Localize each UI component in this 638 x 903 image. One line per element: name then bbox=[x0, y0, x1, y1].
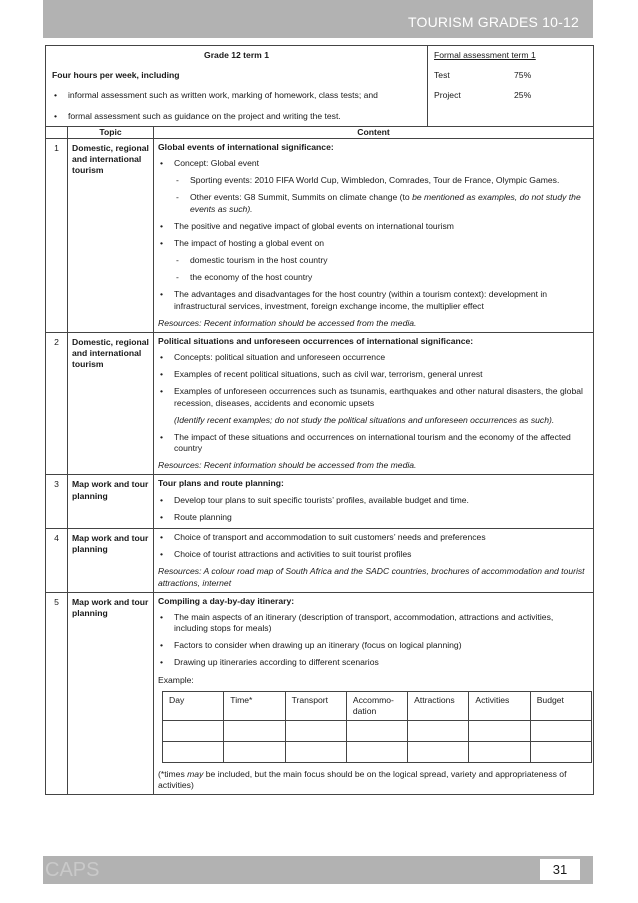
summary-row bbox=[46, 46, 594, 127]
header-title: TOURISM GRADES 10-12 bbox=[407, 14, 579, 30]
row-number: 3 bbox=[46, 475, 68, 529]
example-label: Example: bbox=[158, 674, 194, 685]
summary-bullet: • informal assessment such as written work, marking of homework, class tests; and bbox=[52, 90, 421, 101]
row-number: 1 bbox=[46, 138, 68, 332]
row-topic: Map work and tour planning bbox=[68, 475, 154, 529]
term-title: Grade 12 term 1 bbox=[204, 50, 269, 60]
itinerary-header: Transport bbox=[285, 691, 346, 720]
list-item: • Examples of recent political situations, such as civil war, terrorism, general unrest bbox=[158, 369, 589, 380]
sub-item: - the economy of the host country bbox=[158, 272, 589, 283]
column-header-row bbox=[46, 126, 594, 138]
row-content bbox=[154, 332, 594, 475]
itinerary-header-row bbox=[163, 691, 592, 720]
table-row bbox=[46, 475, 594, 529]
list-item: • The impact of these situations and occurrences on international tourism and the economy of the affected country bbox=[158, 432, 589, 454]
formal-title: Formal assessment term 1 bbox=[434, 50, 536, 60]
sub-item: - Other events: G8 Summit, Summits on climate change (to be mentioned as examples, do not study the events as such). bbox=[158, 192, 589, 214]
header-bar bbox=[43, 0, 593, 38]
itinerary-empty-row bbox=[163, 742, 592, 763]
curriculum-table bbox=[45, 45, 594, 795]
itinerary-header: Budget bbox=[530, 691, 591, 720]
list-item: • The advantages and disadvantages for the host country (within a tourism context): development in infrastructural services, investment, foreign exchange income, the multiplier effect bbox=[158, 289, 589, 311]
row-topic: Domestic, regional and international tourism bbox=[68, 138, 154, 332]
table-row bbox=[46, 528, 594, 592]
row-content bbox=[154, 138, 594, 332]
row-topic: Domestic, regional and international tourism bbox=[68, 332, 154, 475]
page-number: 31 bbox=[540, 859, 580, 880]
content-title: Compiling a day-by-day itinerary: bbox=[158, 595, 295, 606]
sub-item: - domestic tourism in the host country bbox=[158, 255, 589, 266]
itinerary-header: Activities bbox=[469, 691, 530, 720]
list-item: • Route planning bbox=[158, 512, 589, 523]
list-item: • Examples of unforeseen occurrences such as tsunamis, earthquakes and other natural disasters, the global recession, diseases, accidents and economic upsets bbox=[158, 386, 589, 408]
identify-note: (Identify recent examples; do not study the political situations and unforeseen occurrences as such). bbox=[174, 414, 555, 425]
content-header: Content bbox=[154, 126, 594, 138]
resources-note: Resources: A colour road map of South Africa and the SADC countries, brochures of accommodation and tourist attractions, internet bbox=[158, 566, 585, 588]
list-item: • Concept: Global event bbox=[158, 158, 589, 169]
row-content bbox=[154, 528, 594, 592]
weight-project: Project 25% bbox=[434, 90, 532, 101]
row-number: 2 bbox=[46, 332, 68, 475]
row-content bbox=[154, 475, 594, 529]
itinerary-table bbox=[162, 691, 592, 763]
list-item: • The impact of hosting a global event on bbox=[158, 238, 589, 249]
footer-bar bbox=[43, 856, 593, 884]
row-topic: Map work and tour planning bbox=[68, 592, 154, 795]
list-item: • Choice of transport and accommodation to suit customers’ needs and preferences bbox=[158, 532, 589, 543]
topic-header: Topic bbox=[68, 126, 154, 138]
list-item: • The main aspects of an itinerary (description of transport, accommodation, attractions and activities, including stops for meals) bbox=[158, 612, 589, 634]
table-row bbox=[46, 332, 594, 475]
table-row bbox=[46, 592, 594, 795]
hours-text: Four hours per week, including bbox=[52, 70, 180, 81]
row-content bbox=[154, 592, 594, 795]
content-title: Political situations and unforeseen occurrences of international significance: bbox=[158, 335, 474, 346]
itinerary-header: Day bbox=[163, 691, 224, 720]
list-item: • Factors to consider when drawing up an itinerary (focus on logical planning) bbox=[158, 640, 589, 651]
itinerary-footnote: (*times may be included, but the main focus should be on the logical spread, variety and appropriateness of activities) bbox=[158, 769, 567, 791]
list-item: • Develop tour plans to suit specific tourists’ profiles, available budget and time. bbox=[158, 495, 589, 506]
row-topic: Map work and tour planning bbox=[68, 528, 154, 592]
list-item: • Concepts: political situation and unforeseen occurrence bbox=[158, 352, 589, 363]
resources-note: Resources: Recent information should be accessed from the media. bbox=[158, 317, 417, 328]
weight-test: Test 75% bbox=[434, 70, 532, 81]
itinerary-header: Attractions bbox=[408, 691, 469, 720]
list-item: • The positive and negative impact of global events on international tourism bbox=[158, 221, 589, 232]
summary-left bbox=[46, 46, 428, 127]
list-item: • Drawing up itineraries according to different scenarios bbox=[158, 657, 589, 668]
resources-note: Resources: Recent information should be accessed from the media. bbox=[158, 460, 417, 471]
itinerary-header: Accommo-dation bbox=[346, 691, 407, 720]
list-item: • Choice of tourist attractions and activities to suit tourist profiles bbox=[158, 549, 589, 560]
table-row bbox=[46, 138, 594, 332]
summary-right bbox=[428, 46, 594, 127]
row-number: 4 bbox=[46, 528, 68, 592]
content-title: Tour plans and route planning: bbox=[158, 478, 284, 489]
summary-bullet: • formal assessment such as guidance on the project and writing the test. bbox=[52, 111, 421, 122]
itinerary-empty-row bbox=[163, 721, 592, 742]
content-title: Global events of international significance: bbox=[158, 141, 334, 152]
sub-item: - Sporting events: 2010 FIFA World Cup, Wimbledon, Comrades, Tour de France, Olympic Games. bbox=[158, 175, 589, 186]
itinerary-header: Time* bbox=[224, 691, 285, 720]
row-number: 5 bbox=[46, 592, 68, 795]
footer-caps-label: CAPS bbox=[45, 859, 100, 881]
